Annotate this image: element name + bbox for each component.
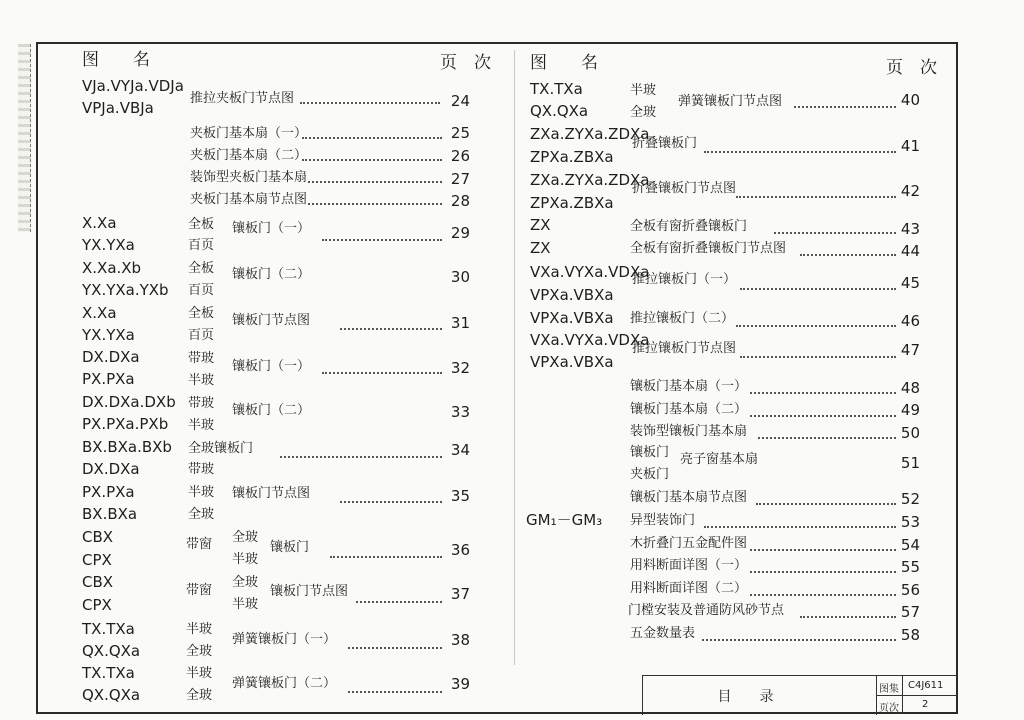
entry-note: 全板 — [188, 306, 215, 321]
entry-name: 推拉夹板门节点图 — [190, 91, 295, 106]
page-label: 页次 — [879, 703, 899, 714]
title-block-title: 目录 — [643, 676, 877, 715]
title-block — [642, 675, 958, 715]
entry-code: ZPXa.ZBXa — [530, 148, 614, 166]
entry-code: QX.QXa — [82, 642, 141, 660]
entry-code: ZPXa.ZBXa — [530, 194, 614, 212]
entry-note: 全玻 — [232, 575, 259, 590]
leader-dots — [302, 137, 442, 139]
entry-code: CBX — [82, 573, 114, 591]
leader-dots — [750, 415, 896, 417]
leader-dots — [340, 328, 442, 330]
entry-note: 百页 — [188, 283, 215, 298]
entry-note: 全板 — [188, 217, 215, 232]
entry-note: 全玻 — [232, 530, 259, 545]
leader-dots — [704, 151, 896, 153]
drawing-frame — [36, 42, 958, 714]
entry-note: 半玻 — [188, 418, 215, 433]
entry-note: 夹板门 — [630, 467, 670, 482]
entry-name: 用料断面详图（二） — [630, 581, 748, 596]
entry-name: 镶板门节点图 — [270, 584, 349, 599]
entry-code: BX.BXa.BXb — [82, 438, 172, 456]
leader-dots — [750, 571, 896, 573]
entry-page: 32 — [450, 359, 470, 377]
entry-note: 半玻 — [188, 485, 215, 500]
entry-page: 49 — [900, 401, 920, 419]
entry-name: 夹板门基本扇节点图 — [190, 192, 308, 207]
leader-dots — [756, 503, 896, 505]
entry-name: 用料断面详图（一） — [630, 558, 748, 573]
entry-page: 53 — [900, 513, 920, 531]
entry-page: 30 — [450, 268, 470, 286]
entry-note: 带窗 — [186, 583, 213, 598]
entry-code: PX.PXa — [82, 483, 135, 501]
entry-code: GM₁－GM₃ — [526, 511, 603, 529]
entry-name: 折叠镶板门节点图 — [632, 181, 737, 196]
entry-page: 47 — [900, 341, 920, 359]
entry-code: VPXa.VBXa — [530, 309, 614, 327]
entry-name: 镶板门 — [270, 540, 310, 555]
entry-note: 全玻 — [630, 105, 657, 120]
entry-name: 装饰型镶板门基本扇 — [630, 424, 748, 439]
entry-page: 45 — [900, 274, 920, 292]
page-row — [876, 695, 958, 714]
entry-page: 57 — [900, 603, 920, 621]
entry-page: 50 — [900, 424, 920, 442]
leader-dots — [736, 196, 896, 198]
entry-page: 44 — [900, 242, 920, 260]
entry-page: 31 — [450, 314, 470, 332]
entry-note: 半玻 — [232, 552, 259, 567]
entry-code: YX.YXa — [82, 326, 135, 344]
entry-name: 异型装饰门 — [630, 513, 696, 528]
entry-code: VXa.VYXa.VDXa — [530, 331, 650, 349]
entry-name: 亮子窗基本扇 — [680, 452, 759, 467]
right-header-page: 页 次 — [886, 58, 937, 78]
entry-page: 41 — [900, 137, 920, 155]
leader-dots — [330, 556, 442, 558]
entry-code: PX.PXa — [82, 370, 135, 388]
entry-note: 全玻 — [186, 644, 213, 659]
entry-page: 42 — [900, 182, 920, 200]
entry-name: 推拉镶板门（二） — [630, 311, 735, 326]
column-divider — [514, 50, 515, 665]
entry-code: VPXa.VBXa — [530, 353, 614, 371]
entry-code: TX.TXa — [82, 664, 135, 682]
entry-page: 56 — [900, 581, 920, 599]
entry-note: 全玻镶板门 — [188, 441, 254, 456]
entry-page: 40 — [900, 91, 920, 109]
entry-page: 36 — [450, 541, 470, 559]
entry-page: 37 — [450, 585, 470, 603]
entry-page: 54 — [900, 536, 920, 554]
entry-page: 29 — [450, 224, 470, 242]
entry-name: 木折叠门五金配件图 — [630, 536, 748, 551]
entry-code: DX.DXa — [82, 348, 140, 366]
left-header-name: 图 名 — [82, 50, 150, 70]
entry-code: TX.TXa — [530, 80, 583, 98]
entry-code: VJa.VYJa.VDJa — [82, 77, 184, 95]
entry-page: 34 — [450, 441, 470, 459]
entry-name: 推拉镶板门节点图 — [632, 341, 737, 356]
leader-dots — [750, 594, 896, 596]
entry-code: ZXa.ZYXa.ZDXa — [530, 125, 650, 143]
entry-code: ZX — [530, 239, 551, 257]
right-header-name: 图 名 — [530, 53, 598, 73]
entry-note: 百页 — [188, 328, 215, 343]
binding-strip — [18, 44, 31, 232]
entry-name: 镶板门基本扇节点图 — [630, 490, 748, 505]
entry-name: 夹板门基本扇（二） — [190, 148, 308, 163]
atlas-number: C4J611 — [908, 680, 944, 691]
entry-code: YX.YXa.YXb — [82, 281, 169, 299]
entry-name: 弹簧镶板门节点图 — [678, 94, 783, 109]
entry-code: X.Xa — [82, 214, 117, 232]
entry-code: QX.QXa — [82, 686, 141, 704]
entry-name: 镶板门基本扇（二） — [630, 402, 748, 417]
entry-code: CPX — [82, 551, 112, 569]
entry-page: 26 — [450, 147, 470, 165]
entry-name: 夹板门基本扇（一） — [190, 126, 308, 141]
leader-dots — [750, 549, 896, 551]
entry-note: 半玻 — [186, 666, 213, 681]
entry-page: 24 — [450, 92, 470, 110]
entry-code: CPX — [82, 596, 112, 614]
leader-dots — [702, 639, 896, 641]
entry-code: DX.DXa.DXb — [82, 393, 176, 411]
entry-code: BX.BXa — [82, 505, 138, 523]
entry-name: 镶板门（一） — [232, 359, 311, 374]
entry-code: VXa.VYXa.VDXa — [530, 263, 650, 281]
entry-name: 折叠镶板门 — [632, 136, 698, 151]
entry-page: 25 — [450, 124, 470, 142]
entry-name: 装饰型夹板门基本扇 — [190, 170, 308, 185]
entry-code: ZXa.ZYXa.ZDXa — [530, 171, 650, 189]
entry-note: 半玻 — [630, 83, 657, 98]
atlas-row — [876, 676, 958, 696]
leader-dots — [348, 647, 442, 649]
entry-name: 镶板门（二） — [232, 267, 311, 282]
entry-name: 镶板门（一） — [232, 221, 311, 236]
leader-dots — [774, 232, 896, 234]
entry-name: 镶板门节点图 — [232, 313, 311, 328]
entry-note: 带窗 — [186, 537, 213, 552]
entry-code: YX.YXa — [82, 236, 135, 254]
entry-page: 38 — [450, 631, 470, 649]
entry-note: 半玻 — [232, 597, 259, 612]
entry-code: VPJa.VBJa — [82, 99, 154, 117]
entry-name: 全板有窗折叠镶板门 — [630, 219, 748, 234]
entry-page: 55 — [900, 558, 920, 576]
leader-dots — [704, 526, 896, 528]
entry-note: 带玻 — [188, 462, 215, 477]
entry-name: 镶板门节点图 — [232, 486, 311, 501]
entry-note: 半玻 — [186, 622, 213, 637]
leader-dots — [300, 102, 440, 104]
entry-code: CBX — [82, 528, 114, 546]
entry-name: 五金数量表 — [630, 626, 696, 641]
entry-name: 弹簧镶板门（二） — [232, 676, 337, 691]
leader-dots — [348, 691, 442, 693]
entry-name: 镶板门基本扇（一） — [630, 379, 748, 394]
leader-dots — [758, 437, 896, 439]
entry-page: 43 — [900, 220, 920, 238]
entry-code: QX.QXa — [530, 102, 589, 120]
leader-dots — [740, 288, 896, 290]
entry-page: 27 — [450, 170, 470, 188]
entry-note: 全玻 — [188, 507, 215, 522]
entry-page: 52 — [900, 490, 920, 508]
entry-page: 46 — [900, 312, 920, 330]
leader-dots — [308, 181, 442, 183]
leader-dots — [740, 356, 896, 358]
entry-code: ZX — [530, 216, 551, 234]
entry-name: 镶板门（二） — [232, 403, 311, 418]
entry-page: 33 — [450, 403, 470, 421]
entry-page: 35 — [450, 487, 470, 505]
entry-page: 28 — [450, 192, 470, 210]
page-number: 2 — [922, 699, 929, 710]
leader-dots — [736, 325, 896, 327]
entry-code: VPXa.VBXa — [530, 286, 614, 304]
entry-note: 带玻 — [188, 351, 215, 366]
entry-note: 全板 — [188, 261, 215, 276]
entry-page: 39 — [450, 675, 470, 693]
entry-page: 48 — [900, 379, 920, 397]
leader-dots — [308, 203, 442, 205]
leader-dots — [750, 392, 896, 394]
leader-dots — [302, 159, 442, 161]
entry-code: TX.TXa — [82, 620, 135, 638]
leader-dots — [322, 372, 442, 374]
entry-note: 镶板门 — [630, 445, 670, 460]
leader-dots — [340, 501, 442, 503]
entry-name: 全板有窗折叠镶板门节点图 — [630, 241, 787, 256]
leader-dots — [280, 456, 442, 458]
entry-note: 全玻 — [186, 688, 213, 703]
leader-dots — [322, 239, 442, 241]
entry-code: X.Xa — [82, 304, 117, 322]
entry-note: 百页 — [188, 238, 215, 253]
atlas-label: 图集 — [879, 684, 899, 695]
entry-code: PX.PXa.PXb — [82, 415, 169, 433]
entry-name: 推拉镶板门（一） — [632, 272, 737, 287]
entry-note: 半玻 — [188, 373, 215, 388]
entry-code: X.Xa.Xb — [82, 259, 142, 277]
title-block-info — [876, 676, 958, 715]
entry-code: DX.DXa — [82, 460, 140, 478]
entry-note: 带玻 — [188, 396, 215, 411]
left-header-page: 页 次 — [440, 53, 491, 73]
entry-page: 51 — [900, 454, 920, 472]
entry-name: 门樘安装及普通防风砂节点 — [628, 603, 785, 618]
entry-page: 58 — [900, 626, 920, 644]
entry-name: 弹簧镶板门（一） — [232, 632, 337, 647]
